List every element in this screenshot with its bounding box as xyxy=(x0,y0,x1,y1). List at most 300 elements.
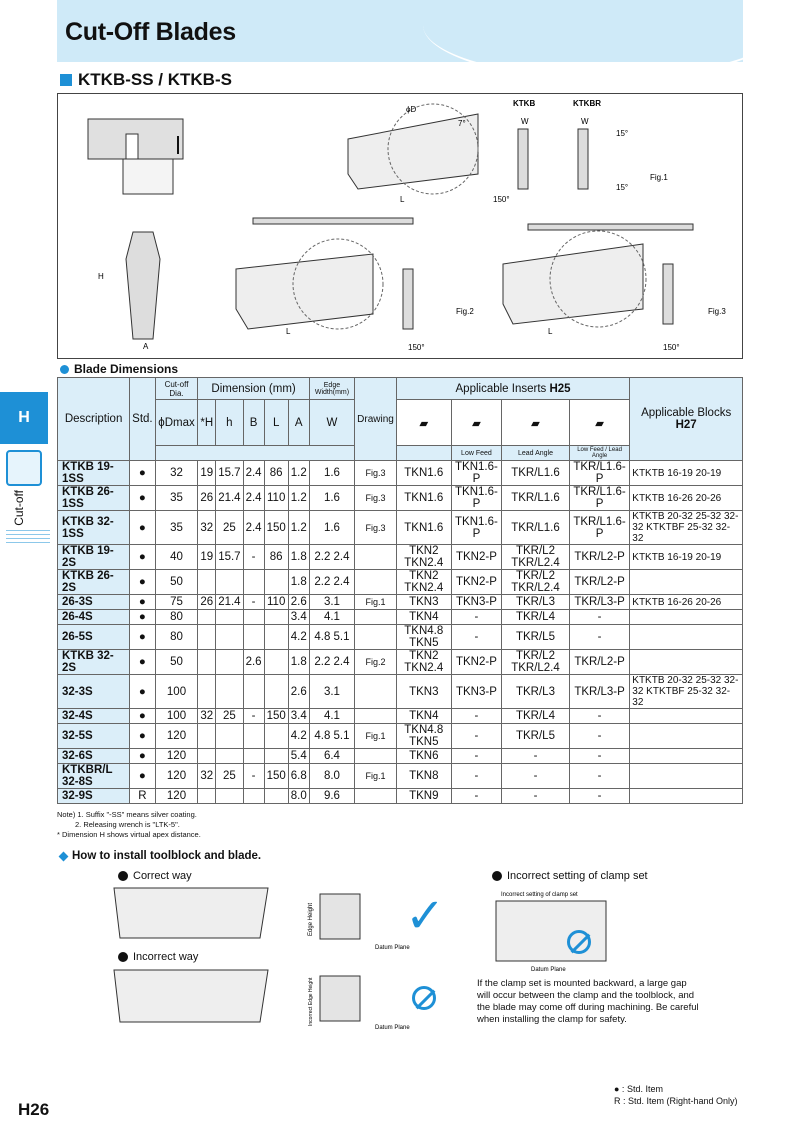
cell-B xyxy=(243,724,264,749)
bullet-icon xyxy=(492,871,502,881)
side-category-label: Cut-off xyxy=(12,490,26,526)
cell-f xyxy=(355,675,397,709)
table-row xyxy=(58,749,743,764)
cell-i2: TKN2-P xyxy=(451,650,501,675)
check-icon: ✓ xyxy=(405,890,446,943)
th-blank-feed xyxy=(396,446,451,461)
insert-img-3: ▰ xyxy=(502,400,570,446)
cell-d: KTKBR/L 32-8S xyxy=(58,764,130,789)
cell-f xyxy=(355,610,397,625)
cell-i3: - xyxy=(502,749,570,764)
cell-i4: - xyxy=(569,610,629,625)
cell-d: KTKB 19-2S xyxy=(58,545,130,570)
cell-i3: TKR/L3 xyxy=(502,675,570,709)
cell-blk: KTKTB 16-19 20-19 xyxy=(630,545,743,570)
cell-B xyxy=(243,675,264,709)
th-B: B xyxy=(243,400,264,446)
cell-dm: 50 xyxy=(155,570,198,595)
cell-B: 2.6 xyxy=(243,650,264,675)
page-number: H26 xyxy=(18,1100,50,1119)
cell-A: 3.4 xyxy=(288,610,309,625)
cell-s: ● xyxy=(130,749,155,764)
fig2-l-label: L xyxy=(286,327,291,336)
cell-h xyxy=(216,724,243,749)
fig2-top-blade xyxy=(253,218,413,224)
cell-i2: TKN3-P xyxy=(451,675,501,709)
ktkb-w-label: W xyxy=(521,117,529,126)
table-row xyxy=(58,461,743,486)
edge-height-label: Edge Height xyxy=(308,902,314,936)
cell-H xyxy=(198,724,216,749)
cell-dm: 120 xyxy=(155,749,198,764)
cell-d: 32-3S xyxy=(58,675,130,709)
th-edge: Edge Width(mm) xyxy=(309,378,354,400)
legend-std: ● : Std. Item xyxy=(614,1084,663,1094)
table-row xyxy=(58,789,743,804)
cell-L xyxy=(264,675,288,709)
cell-dm: 50 xyxy=(155,650,198,675)
blocks-label: Applicable Blocks xyxy=(641,407,732,419)
cell-i1: TKN2 TKN2.4 xyxy=(396,545,451,570)
cell-h: 15.7 xyxy=(216,461,243,486)
th-h: h xyxy=(216,400,243,446)
datum-label-2: Datum Plane xyxy=(375,1025,410,1031)
cell-blk: KTKTB 16-19 20-19 xyxy=(630,461,743,486)
cell-H: 32 xyxy=(198,764,216,789)
cell-h xyxy=(216,650,243,675)
cell-i4: - xyxy=(569,709,629,724)
cutoff-icon xyxy=(6,450,42,486)
cell-f xyxy=(355,570,397,595)
cell-B: - xyxy=(243,764,264,789)
cell-f: Fig.1 xyxy=(355,724,397,749)
cell-H xyxy=(198,675,216,709)
cell-B xyxy=(243,749,264,764)
fig2-blade xyxy=(236,254,373,329)
install-heading xyxy=(60,850,261,862)
cell-H xyxy=(198,650,216,675)
cell-A: 4.2 xyxy=(288,625,309,650)
cell-dm: 120 xyxy=(155,789,198,804)
cell-i2: - xyxy=(451,789,501,804)
cell-h xyxy=(216,570,243,595)
th-low-lead: Low Feed / Lead Angle xyxy=(569,446,629,461)
bullet-icon xyxy=(118,871,128,881)
cell-A: 4.2 xyxy=(288,724,309,749)
cell-W: 9.6 xyxy=(309,789,354,804)
cell-f: Fig.2 xyxy=(355,650,397,675)
cell-i4: - xyxy=(569,625,629,650)
cell-H: 19 xyxy=(198,461,216,486)
cell-i4: TKR/L3-P xyxy=(569,675,629,709)
cell-A: 1.2 xyxy=(288,511,309,545)
cell-i3: TKR/L2 TKR/L2.4 xyxy=(502,570,570,595)
th-dmax: ϕDmax xyxy=(155,400,198,446)
blade-dimensions-table xyxy=(57,377,743,804)
cell-i4: TKR/L2-P xyxy=(569,650,629,675)
cell-d: 26-4S xyxy=(58,610,130,625)
cell-blk xyxy=(630,749,743,764)
cell-L: 86 xyxy=(264,461,288,486)
cell-H xyxy=(198,789,216,804)
cell-dm: 40 xyxy=(155,545,198,570)
cell-i2: TKN3-P xyxy=(451,595,501,610)
cell-i1: TKN6 xyxy=(396,749,451,764)
cell-blk: KTKTB 20-32 25-32 32-32 KTKTBF 25-32 32-32 xyxy=(630,511,743,545)
correct-text: Correct way xyxy=(133,870,192,882)
fig2-150-label: 150° xyxy=(408,343,425,352)
cell-f xyxy=(355,709,397,724)
th-drawing: Drawing xyxy=(355,378,397,461)
cell-i1: TKN4 xyxy=(396,610,451,625)
cell-s: ● xyxy=(130,625,155,650)
cell-i3: TKR/L2 TKR/L2.4 xyxy=(502,650,570,675)
cell-i2: TKN1.6-P xyxy=(451,511,501,545)
cell-s: R xyxy=(130,789,155,804)
legend xyxy=(614,1083,738,1107)
th-description: Description xyxy=(58,378,130,461)
cell-d: KTKB 19-1SS xyxy=(58,461,130,486)
fig1-phid-label: ϕD xyxy=(406,105,417,114)
cell-B xyxy=(243,625,264,650)
cell-f xyxy=(355,545,397,570)
cell-i2: - xyxy=(451,749,501,764)
inserts-ref: H25 xyxy=(549,382,571,395)
table-row xyxy=(58,486,743,511)
cell-i4: - xyxy=(569,789,629,804)
correct-block xyxy=(320,894,360,939)
cell-A: 2.6 xyxy=(288,595,309,610)
cell-blk xyxy=(630,709,743,724)
incorrect-edge-label: Incorrect Edge Height xyxy=(308,977,314,1026)
cell-i4: - xyxy=(569,764,629,789)
cell-dm: 75 xyxy=(155,595,198,610)
cell-i1: TKN4 xyxy=(396,709,451,724)
cell-A: 1.2 xyxy=(288,461,309,486)
cell-h: 21.4 xyxy=(216,486,243,511)
cell-d: 26-3S xyxy=(58,595,130,610)
diamond-icon xyxy=(59,851,69,861)
incorrect-text: Incorrect way xyxy=(133,951,199,963)
cell-dm: 32 xyxy=(155,461,198,486)
th-blocks xyxy=(630,378,743,461)
side-decoration xyxy=(6,530,50,546)
cell-i1: TKN1.6 xyxy=(396,461,451,486)
cell-i1: TKN1.6 xyxy=(396,486,451,511)
cell-A: 8.0 xyxy=(288,789,309,804)
technical-drawing xyxy=(57,93,743,359)
table-row xyxy=(58,625,743,650)
square-icon xyxy=(60,74,72,86)
fig1-l-label: L xyxy=(400,195,405,204)
blade-drawings-svg xyxy=(58,94,742,358)
table-body xyxy=(58,461,743,804)
cell-i1: TKN3 xyxy=(396,595,451,610)
cell-f: Fig.3 xyxy=(355,486,397,511)
insert-img-4: ▰ xyxy=(569,400,629,446)
page-header xyxy=(57,0,743,62)
clamp-diagram-label: Incorrect setting of clamp set xyxy=(501,892,578,898)
th-dimension: Dimension (mm) xyxy=(198,378,309,400)
cell-W: 4.1 xyxy=(309,610,354,625)
cell-dm: 35 xyxy=(155,511,198,545)
cell-i1: TKN2 TKN2.4 xyxy=(396,650,451,675)
cell-i1: TKN3 xyxy=(396,675,451,709)
fig3-150-label: 150° xyxy=(663,343,680,352)
cell-d: 32-5S xyxy=(58,724,130,749)
cell-dm: 100 xyxy=(155,709,198,724)
cell-i3: - xyxy=(502,764,570,789)
cell-W: 4.8 5.1 xyxy=(309,625,354,650)
cell-s: ● xyxy=(130,511,155,545)
cell-L: 150 xyxy=(264,709,288,724)
install-title: How to install toolblock and blade. xyxy=(72,850,262,862)
subtitle-text: KTKB-SS / KTKB-S xyxy=(78,70,232,89)
cell-B: - xyxy=(243,545,264,570)
cell-A: 3.4 xyxy=(288,709,309,724)
cell-d: KTKB 26-2S xyxy=(58,570,130,595)
cell-A: 1.2 xyxy=(288,486,309,511)
cell-A: 6.8 xyxy=(288,764,309,789)
cell-h: 25 xyxy=(216,764,243,789)
cell-i2: TKN2-P xyxy=(451,570,501,595)
cell-L: 150 xyxy=(264,511,288,545)
table-row xyxy=(58,650,743,675)
cell-H: 26 xyxy=(198,595,216,610)
cell-L: 110 xyxy=(264,595,288,610)
cell-L xyxy=(264,625,288,650)
section-tab: H xyxy=(0,392,48,444)
cell-B: 2.4 xyxy=(243,461,264,486)
cell-i3: TKR/L3 xyxy=(502,595,570,610)
table-row xyxy=(58,570,743,595)
cell-f xyxy=(355,789,397,804)
cell-s: ● xyxy=(130,570,155,595)
table-row xyxy=(58,545,743,570)
th-spacer xyxy=(155,446,355,461)
cell-i2: - xyxy=(451,709,501,724)
clamp-datum-label: Datum Plane xyxy=(531,967,566,973)
cell-i1: TKN2 TKN2.4 xyxy=(396,570,451,595)
cell-i3: TKR/L2 TKR/L2.4 xyxy=(502,545,570,570)
cell-s: ● xyxy=(130,675,155,709)
ktkbr-label: KTKBR xyxy=(573,99,601,108)
cell-h: 25 xyxy=(216,511,243,545)
ktkbr-w-label: W xyxy=(581,117,589,126)
cell-i4: TKR/L1.6-P xyxy=(569,486,629,511)
cell-i1: TKN4.8 TKN5 xyxy=(396,625,451,650)
ktkbr-section xyxy=(578,129,588,189)
cell-h: 21.4 xyxy=(216,595,243,610)
cell-blk: KTKTB 16-26 20-26 xyxy=(630,486,743,511)
cell-A: 1.8 xyxy=(288,545,309,570)
cell-h xyxy=(216,625,243,650)
cell-L xyxy=(264,650,288,675)
th-cutoff: Cut-off Dia. xyxy=(155,378,198,400)
cell-f: Fig.1 xyxy=(355,595,397,610)
table-row xyxy=(58,724,743,749)
table-notes xyxy=(57,810,201,840)
cell-blk: KTKTB 20-32 25-32 32-32 KTKTBF 25-32 32-32 xyxy=(630,675,743,709)
cell-B xyxy=(243,789,264,804)
cell-W: 8.0 xyxy=(309,764,354,789)
fig2-label: Fig.2 xyxy=(456,307,474,316)
cell-L xyxy=(264,610,288,625)
cell-i2: - xyxy=(451,625,501,650)
cell-i3: TKR/L5 xyxy=(502,724,570,749)
cell-L: 86 xyxy=(264,545,288,570)
th-lead-angle: Lead Angle xyxy=(502,446,570,461)
cell-d: KTKB 32-2S xyxy=(58,650,130,675)
cell-d: 32-6S xyxy=(58,749,130,764)
cell-H: 32 xyxy=(198,511,216,545)
blade-dimensions-heading xyxy=(60,362,178,376)
cell-i4: TKR/L2-P xyxy=(569,570,629,595)
cell-f: Fig.3 xyxy=(355,511,397,545)
cell-i1: TKN8 xyxy=(396,764,451,789)
cell-H xyxy=(198,570,216,595)
cell-H xyxy=(198,625,216,650)
cell-H: 26 xyxy=(198,486,216,511)
cell-i4: - xyxy=(569,724,629,749)
cell-W: 2.2 2.4 xyxy=(309,545,354,570)
ktkb-label: KTKB xyxy=(513,99,536,108)
section-h-label: H xyxy=(98,272,104,281)
th-A: A xyxy=(288,400,309,446)
cell-f: Fig.3 xyxy=(355,461,397,486)
cell-blk: KTKTB 16-26 20-26 xyxy=(630,595,743,610)
cell-dm: 80 xyxy=(155,610,198,625)
cell-s: ● xyxy=(130,724,155,749)
ktkb-section xyxy=(518,129,528,189)
fig3-l-label: L xyxy=(548,327,553,336)
clamp-warning: If the clamp set is mounted backward, a large gap will occur between the clamp and the toolblock, and the blade may come off during machining. Be careful when installing the clamp for safety. xyxy=(477,978,699,1025)
cell-dm: 35 xyxy=(155,486,198,511)
cell-dm: 120 xyxy=(155,764,198,789)
note-1: Note) 1. Suffix "-SS" means silver coating. xyxy=(57,810,197,819)
prohibited-icon-clamp xyxy=(567,930,591,954)
cell-i2: - xyxy=(451,724,501,749)
th-std: Std. xyxy=(130,378,155,461)
cell-L xyxy=(264,570,288,595)
blade-cross-section xyxy=(126,232,160,339)
cell-H xyxy=(198,749,216,764)
cell-A: 2.6 xyxy=(288,675,309,709)
cell-i2: - xyxy=(451,764,501,789)
page-title: Cut-Off Blades xyxy=(65,18,236,46)
cell-A: 1.8 xyxy=(288,650,309,675)
cell-W: 2.2 2.4 xyxy=(309,650,354,675)
cell-i2: TKN2-P xyxy=(451,545,501,570)
note-2: 2. Releasing wrench is "LTK-5". xyxy=(75,820,180,829)
cell-d: 32-4S xyxy=(58,709,130,724)
table-row xyxy=(58,675,743,709)
cell-i3: TKR/L1.6 xyxy=(502,511,570,545)
cell-s: ● xyxy=(130,610,155,625)
cell-h: 25 xyxy=(216,709,243,724)
cell-i4: TKR/L2-P xyxy=(569,545,629,570)
correct-blade xyxy=(114,888,268,938)
clamp-diagram-svg xyxy=(486,886,686,976)
table-row xyxy=(58,595,743,610)
table-row xyxy=(58,764,743,789)
cell-H: 32 xyxy=(198,709,216,724)
cell-f xyxy=(355,749,397,764)
correct-way-label xyxy=(118,870,192,882)
cell-i2: TKN1.6-P xyxy=(451,461,501,486)
incorrect-clamp-label xyxy=(492,870,648,882)
cell-A: 1.8 xyxy=(288,570,309,595)
fig1-150-label: 150° xyxy=(493,195,510,204)
cell-s: ● xyxy=(130,650,155,675)
section-subtitle xyxy=(60,70,232,90)
cell-B: - xyxy=(243,709,264,724)
th-H: *H xyxy=(198,400,216,446)
incorrect-block xyxy=(320,976,360,1021)
note-3: * Dimension H shows virtual apex distance. xyxy=(57,830,201,839)
cell-dm: 120 xyxy=(155,724,198,749)
incorrect-blade xyxy=(114,970,268,1022)
cell-i3: TKR/L4 xyxy=(502,610,570,625)
cell-B: 2.4 xyxy=(243,486,264,511)
cell-blk xyxy=(630,610,743,625)
cell-i4: TKR/L3-P xyxy=(569,595,629,610)
cell-f: Fig.1 xyxy=(355,764,397,789)
cell-blk xyxy=(630,570,743,595)
cell-h xyxy=(216,675,243,709)
cell-i3: TKR/L1.6 xyxy=(502,461,570,486)
fig2-section xyxy=(403,269,413,329)
th-low-feed: Low Feed xyxy=(451,446,501,461)
cell-d: KTKB 32-1SS xyxy=(58,511,130,545)
cell-s: ● xyxy=(130,595,155,610)
cell-f xyxy=(355,625,397,650)
holder-shape xyxy=(123,159,173,194)
cell-W: 4.1 xyxy=(309,709,354,724)
cell-s: ● xyxy=(130,486,155,511)
th-inserts xyxy=(396,378,629,400)
cell-A: 5.4 xyxy=(288,749,309,764)
cell-W: 1.6 xyxy=(309,486,354,511)
cell-i4: TKR/L1.6-P xyxy=(569,461,629,486)
cell-L xyxy=(264,789,288,804)
cell-W: 1.6 xyxy=(309,461,354,486)
fig3-blade xyxy=(503,244,643,324)
cell-h xyxy=(216,789,243,804)
cell-i4: - xyxy=(569,749,629,764)
cell-i3: TKR/L4 xyxy=(502,709,570,724)
cell-d: KTKB 26-1SS xyxy=(58,486,130,511)
cell-h xyxy=(216,610,243,625)
cell-blk xyxy=(630,764,743,789)
cell-blk xyxy=(630,625,743,650)
install-diagrams-svg xyxy=(100,884,420,1034)
fig3-label: Fig.3 xyxy=(708,307,726,316)
cell-B: 2.4 xyxy=(243,511,264,545)
cell-h xyxy=(216,749,243,764)
table-row xyxy=(58,511,743,545)
th-L: L xyxy=(264,400,288,446)
cell-s: ● xyxy=(130,461,155,486)
cell-W: 1.6 xyxy=(309,511,354,545)
cell-i3: TKR/L1.6 xyxy=(502,486,570,511)
bullet-icon xyxy=(60,365,69,374)
cell-i1: TKN1.6 xyxy=(396,511,451,545)
cell-s: ● xyxy=(130,764,155,789)
cell-i3: - xyxy=(502,789,570,804)
cell-i2: TKN1.6-P xyxy=(451,486,501,511)
header-decoration xyxy=(423,0,743,62)
